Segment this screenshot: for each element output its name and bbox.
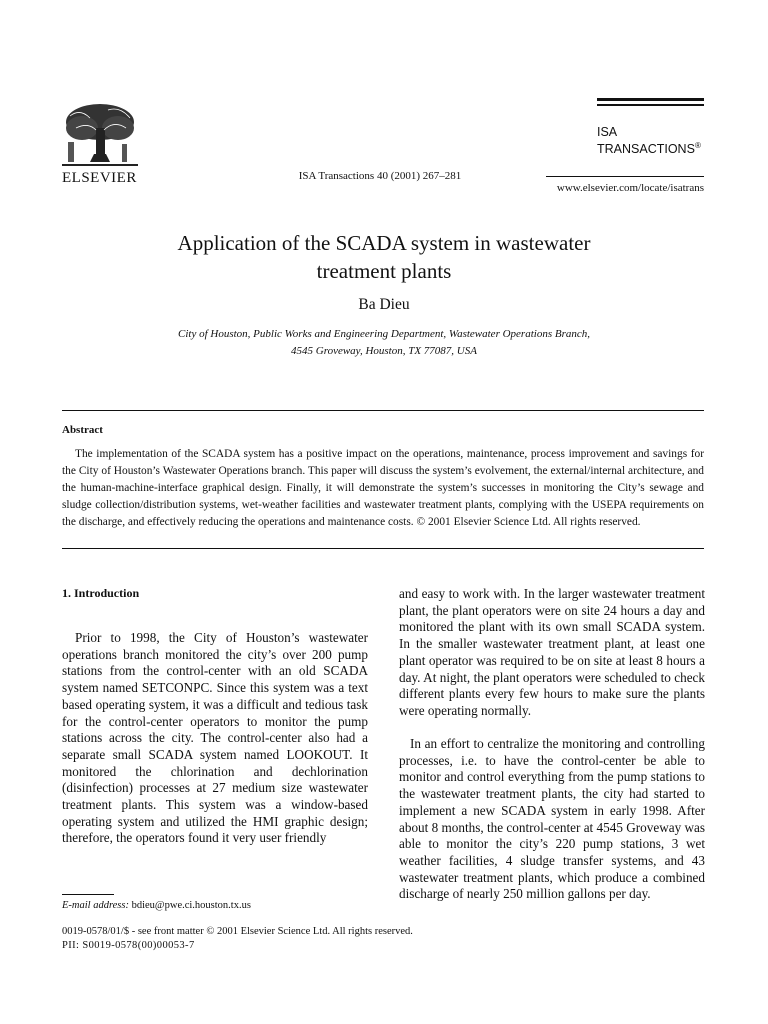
section-heading: 1. Introduction [62,586,140,600]
journal-name-text: TRANSACTIONS [597,142,695,157]
title-line: treatment plants [316,259,452,283]
journal-rule [597,104,704,106]
front-matter-note: 0019-0578/01/$ - see front matter © 2001 Elsevier Science Ltd. All rights reserved. [62,926,413,937]
journal-rule [546,176,704,177]
abstract-bottom-rule [62,548,704,549]
body-paragraph: In an effort to centralize the monitoring and controlling processes, i.e. to have the control-center be able to monitor and control everything from the pump stations to the wastewater treatment plants, the city had started to implement a new SCADA system in early 1998. After about 8 months, the control-center at 4545 Groveway was able to monitor the city’s 220 pump stations, 3 wet weather facilities, 4 sludge transfer systems, and 43 wastewater treatment plants, which produce a combined discharge of nearly 250 million gallons per day. [399,736,705,902]
journal-name-line-1: ISA [597,125,618,139]
body-paragraph: and easy to work with. In the larger wastewater treatment plant, the plant operators were on site 24 hours a day and monitored the plant with its own small SCADA system. In the smaller wastewater treatment plant, at least one plant operator was required to be on site at least 8 hours a day. At night, the plant operators were scheduled to check different plants every few hours to make sure the plants were operating normally. [399,586,705,718]
abstract-heading: Abstract [62,424,103,436]
title-line: Application of the SCADA system in wastewater [177,231,591,255]
author-name: Ba Dieu [358,296,410,313]
journal-name-line-2 [597,139,701,156]
footnote [62,900,251,911]
abstract-text: The implementation of the SCADA system has a positive impact on the operations, maintenance, process improvement and savings for the City of Houston’s Wastewater Operations branch. This paper will discuss the system’s evolvement, the external/internal architecture, and the human-machine-interface graphical design. Finally, it will demonstrate the system’s successes in monitoring the City’s sewage and sludge collection/distribution systems, wet-weather facilities and wastewater treatment plants, complying with the USEPA requirements on the discharge, and effectively reducing the operations and maintenance costs. © 2001 Elsevier Science Ltd. All rights reserved. [62,448,704,528]
abstract-top-rule [62,410,704,411]
pii-identifier: PII: S0019-0578(00)00053-7 [62,940,195,951]
affiliation-line: 4545 Groveway, Houston, TX 77087, USA [291,345,477,357]
journal-rule [597,98,704,101]
article-title [64,229,704,285]
publisher-name: ELSEVIER [62,170,137,186]
registered-mark: ® [694,141,701,150]
journal-citation: ISA Transactions 40 (2001) 267–281 [298,170,462,182]
footnote-email-link[interactable]: bdieu@pwe.ci.houston.tx.us [131,900,251,911]
footnote-label: E-mail address: [62,900,129,911]
journal-url-link[interactable]: www.elsevier.com/locate/isatrans [556,182,704,194]
affiliation-line: City of Houston, Public Works and Engineering Department, Wastewater Operations Branch, [178,328,590,340]
body-paragraph: Prior to 1998, the City of Houston’s wastewater operations branch monitored the city’s over 200 pump stations from the control-center with an old SCADA system named SETCONPC. Since this system was a text based operating system, it was a difficult and tedious task for the control-center operators to monitor the pump stations across the city. The control-center also had a separate small SCADA system named LOOKOUT. It monitored the chlorination and dechlorination (disinfection) processes at 27 medium size wastewater treatment plants. This system was a window-based operating system and utilized the HMI graphic design; therefore, the operators found it very user friendly [62,630,368,846]
author-affiliation [100,326,668,360]
footnote-rule [62,894,114,895]
